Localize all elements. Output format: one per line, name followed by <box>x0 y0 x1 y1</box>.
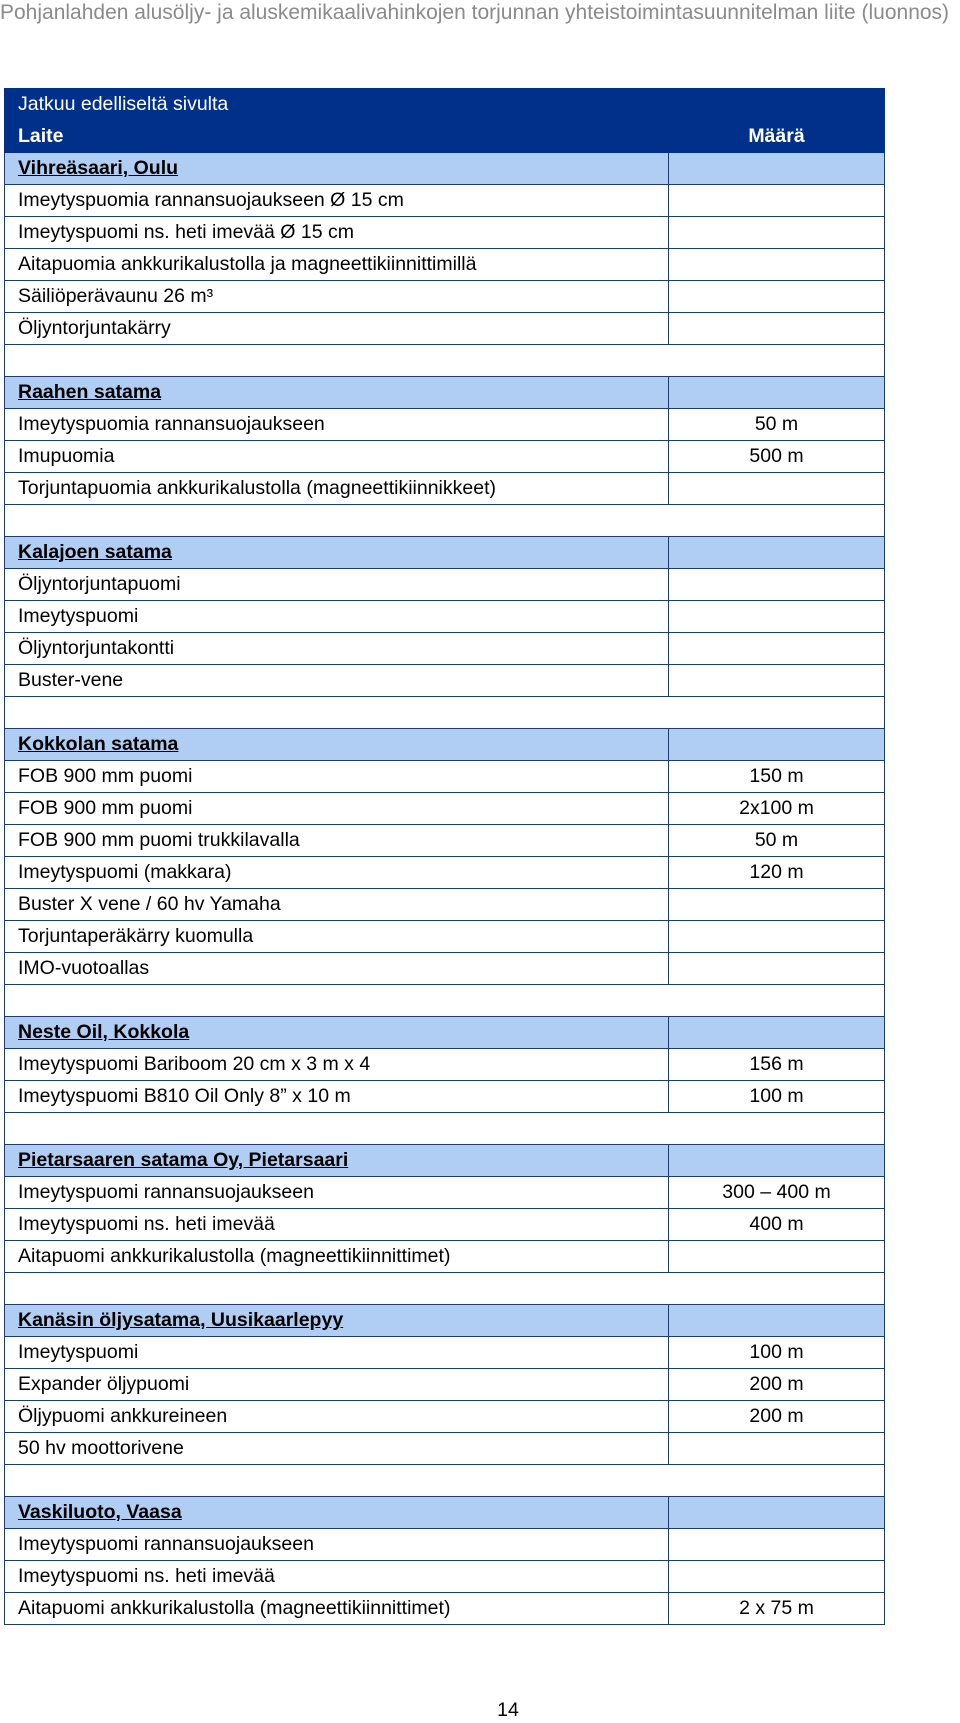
spacer-cell <box>5 985 885 1017</box>
section-title: Neste Oil, Kokkola <box>18 1021 190 1043</box>
item-cell: Imupuomia <box>5 441 669 473</box>
quantity-cell <box>669 1433 885 1465</box>
section-title-cell <box>5 537 669 569</box>
table-row <box>5 1401 885 1433</box>
table-row <box>5 825 885 857</box>
item-cell: Imeytyspuomia rannansuojaukseen Ø 15 cm <box>5 185 669 217</box>
section-quantity-cell <box>669 537 885 569</box>
spacer-row <box>5 1465 885 1497</box>
quantity-cell: 100 m <box>669 1081 885 1113</box>
table-row <box>5 953 885 985</box>
quantity-cell <box>669 249 885 281</box>
item-cell: Torjuntapuomia ankkurikalustolla (magneettikiinnikkeet) <box>5 473 669 505</box>
section-quantity-cell <box>669 1497 885 1529</box>
item-cell: Öljypuomi ankkureineen <box>5 1401 669 1433</box>
table-row <box>5 601 885 633</box>
spacer-row <box>5 345 885 377</box>
table-row <box>5 1369 885 1401</box>
column-header-row <box>5 121 885 153</box>
column-header-quantity: Määrä <box>669 121 885 153</box>
item-cell: Imeytyspuomi ns. heti imevää <box>5 1561 669 1593</box>
table-row <box>5 1337 885 1369</box>
spacer-row <box>5 1113 885 1145</box>
item-cell: Imeytyspuomi <box>5 1337 669 1369</box>
table-row <box>5 409 885 441</box>
table-row <box>5 857 885 889</box>
section-header-row <box>5 537 885 569</box>
quantity-cell <box>669 601 885 633</box>
table-row <box>5 441 885 473</box>
section-header-row <box>5 153 885 185</box>
item-cell: Aitapuomia ankkurikalustolla ja magneettikiinnittimillä <box>5 249 669 281</box>
table-row <box>5 569 885 601</box>
quantity-cell <box>669 569 885 601</box>
section-title-cell <box>5 1497 669 1529</box>
continuation-row <box>5 89 885 121</box>
spacer-cell <box>5 1273 885 1305</box>
spacer-cell <box>5 1113 885 1145</box>
section-header-row <box>5 1145 885 1177</box>
quantity-cell <box>669 921 885 953</box>
section-quantity-cell <box>669 1305 885 1337</box>
column-header-item: Laite <box>5 121 669 153</box>
quantity-cell <box>669 953 885 985</box>
item-cell: Imeytyspuomia rannansuojaukseen <box>5 409 669 441</box>
table-row <box>5 1561 885 1593</box>
item-cell: Buster X vene / 60 hv Yamaha <box>5 889 669 921</box>
section-title: Pietarsaaren satama Oy, Pietarsaari <box>18 1149 349 1171</box>
item-cell: Torjuntaperäkärry kuomulla <box>5 921 669 953</box>
spacer-row <box>5 697 885 729</box>
section-quantity-cell <box>669 1017 885 1049</box>
section-header-row <box>5 377 885 409</box>
item-cell: Imeytyspuomi B810 Oil Only 8” x 10 m <box>5 1081 669 1113</box>
section-title-cell <box>5 1305 669 1337</box>
quantity-cell <box>669 313 885 345</box>
quantity-cell: 200 m <box>669 1369 885 1401</box>
item-cell: IMO-vuotoallas <box>5 953 669 985</box>
item-cell: FOB 900 mm puomi <box>5 761 669 793</box>
section-title: Vaskiluoto, Vaasa <box>18 1501 182 1523</box>
quantity-cell: 150 m <box>669 761 885 793</box>
section-title-cell <box>5 153 669 185</box>
item-cell: Imeytyspuomi rannansuojaukseen <box>5 1529 669 1561</box>
table-row <box>5 1593 885 1625</box>
section-title: Kanäsin öljysatama, Uusikaarlepyy <box>18 1309 344 1331</box>
item-cell: Säiliöperävaunu 26 m³ <box>5 281 669 313</box>
continuation-text: Jatkuu edelliseltä sivulta <box>5 89 885 121</box>
equipment-table-body <box>5 89 885 1625</box>
item-cell: Buster-vene <box>5 665 669 697</box>
table-row <box>5 473 885 505</box>
section-header-row <box>5 1305 885 1337</box>
quantity-cell: 50 m <box>669 825 885 857</box>
item-cell: FOB 900 mm puomi <box>5 793 669 825</box>
quantity-cell <box>669 185 885 217</box>
table-row <box>5 921 885 953</box>
item-cell: Aitapuomi ankkurikalustolla (magneettikiinnittimet) <box>5 1593 669 1625</box>
item-cell: Öljyntorjuntakontti <box>5 633 669 665</box>
table-row <box>5 633 885 665</box>
item-cell: Öljyntorjuntapuomi <box>5 569 669 601</box>
table-row <box>5 217 885 249</box>
item-cell: Imeytyspuomi (makkara) <box>5 857 669 889</box>
spacer-row <box>5 505 885 537</box>
table-row <box>5 281 885 313</box>
table-row <box>5 1433 885 1465</box>
quantity-cell <box>669 633 885 665</box>
section-title-cell <box>5 729 669 761</box>
quantity-cell: 120 m <box>669 857 885 889</box>
quantity-cell: 400 m <box>669 1209 885 1241</box>
section-title-cell <box>5 1017 669 1049</box>
quantity-cell <box>669 665 885 697</box>
item-cell: Imeytyspuomi ns. heti imevää <box>5 1209 669 1241</box>
table-row <box>5 665 885 697</box>
equipment-table <box>4 88 885 1625</box>
section-title: Kokkolan satama <box>18 733 179 755</box>
table-row <box>5 1177 885 1209</box>
section-header-row <box>5 1017 885 1049</box>
item-cell: Öljyntorjuntakärry <box>5 313 669 345</box>
section-quantity-cell <box>669 153 885 185</box>
item-cell: Imeytyspuomi ns. heti imevää Ø 15 cm <box>5 217 669 249</box>
item-cell: FOB 900 mm puomi trukkilavalla <box>5 825 669 857</box>
spacer-cell <box>5 1465 885 1497</box>
table-row <box>5 1209 885 1241</box>
section-title-cell <box>5 1145 669 1177</box>
quantity-cell <box>669 473 885 505</box>
section-title: Vihreäsaari, Oulu <box>18 157 179 179</box>
table-row <box>5 793 885 825</box>
quantity-cell: 50 m <box>669 409 885 441</box>
section-title-cell <box>5 377 669 409</box>
spacer-row <box>5 985 885 1017</box>
page-number: 14 <box>497 1699 519 1721</box>
running-header: Pohjanlahden alusöljy- ja aluskemikaalivahinkojen torjunnan yhteistoimintasuunnitelman liite (luonnos) <box>0 1 950 24</box>
quantity-cell: 156 m <box>669 1049 885 1081</box>
table-row <box>5 761 885 793</box>
item-cell: Aitapuomi ankkurikalustolla (magneettikiinnittimet) <box>5 1241 669 1273</box>
section-quantity-cell <box>669 377 885 409</box>
quantity-cell: 2 x 75 m <box>669 1593 885 1625</box>
quantity-cell: 100 m <box>669 1337 885 1369</box>
quantity-cell: 500 m <box>669 441 885 473</box>
item-cell: Expander öljypuomi <box>5 1369 669 1401</box>
quantity-cell <box>669 281 885 313</box>
spacer-row <box>5 1273 885 1305</box>
quantity-cell <box>669 1529 885 1561</box>
item-cell: Imeytyspuomi <box>5 601 669 633</box>
section-title: Kalajoen satama <box>18 541 172 563</box>
quantity-cell <box>669 1561 885 1593</box>
item-cell: 50 hv moottorivene <box>5 1433 669 1465</box>
quantity-cell <box>669 889 885 921</box>
spacer-cell <box>5 697 885 729</box>
section-quantity-cell <box>669 729 885 761</box>
quantity-cell: 300 – 400 m <box>669 1177 885 1209</box>
table-row <box>5 1049 885 1081</box>
quantity-cell <box>669 217 885 249</box>
section-title: Raahen satama <box>18 381 162 403</box>
table-row <box>5 889 885 921</box>
table-row <box>5 1081 885 1113</box>
section-header-row <box>5 1497 885 1529</box>
table-row <box>5 313 885 345</box>
quantity-cell <box>669 1241 885 1273</box>
table-row <box>5 249 885 281</box>
table-row <box>5 185 885 217</box>
section-header-row <box>5 729 885 761</box>
item-cell: Imeytyspuomi Bariboom 20 cm x 3 m x 4 <box>5 1049 669 1081</box>
spacer-cell <box>5 505 885 537</box>
item-cell: Imeytyspuomi rannansuojaukseen <box>5 1177 669 1209</box>
table-row <box>5 1529 885 1561</box>
quantity-cell: 2x100 m <box>669 793 885 825</box>
section-quantity-cell <box>669 1145 885 1177</box>
quantity-cell: 200 m <box>669 1401 885 1433</box>
spacer-cell <box>5 345 885 377</box>
table-row <box>5 1241 885 1273</box>
